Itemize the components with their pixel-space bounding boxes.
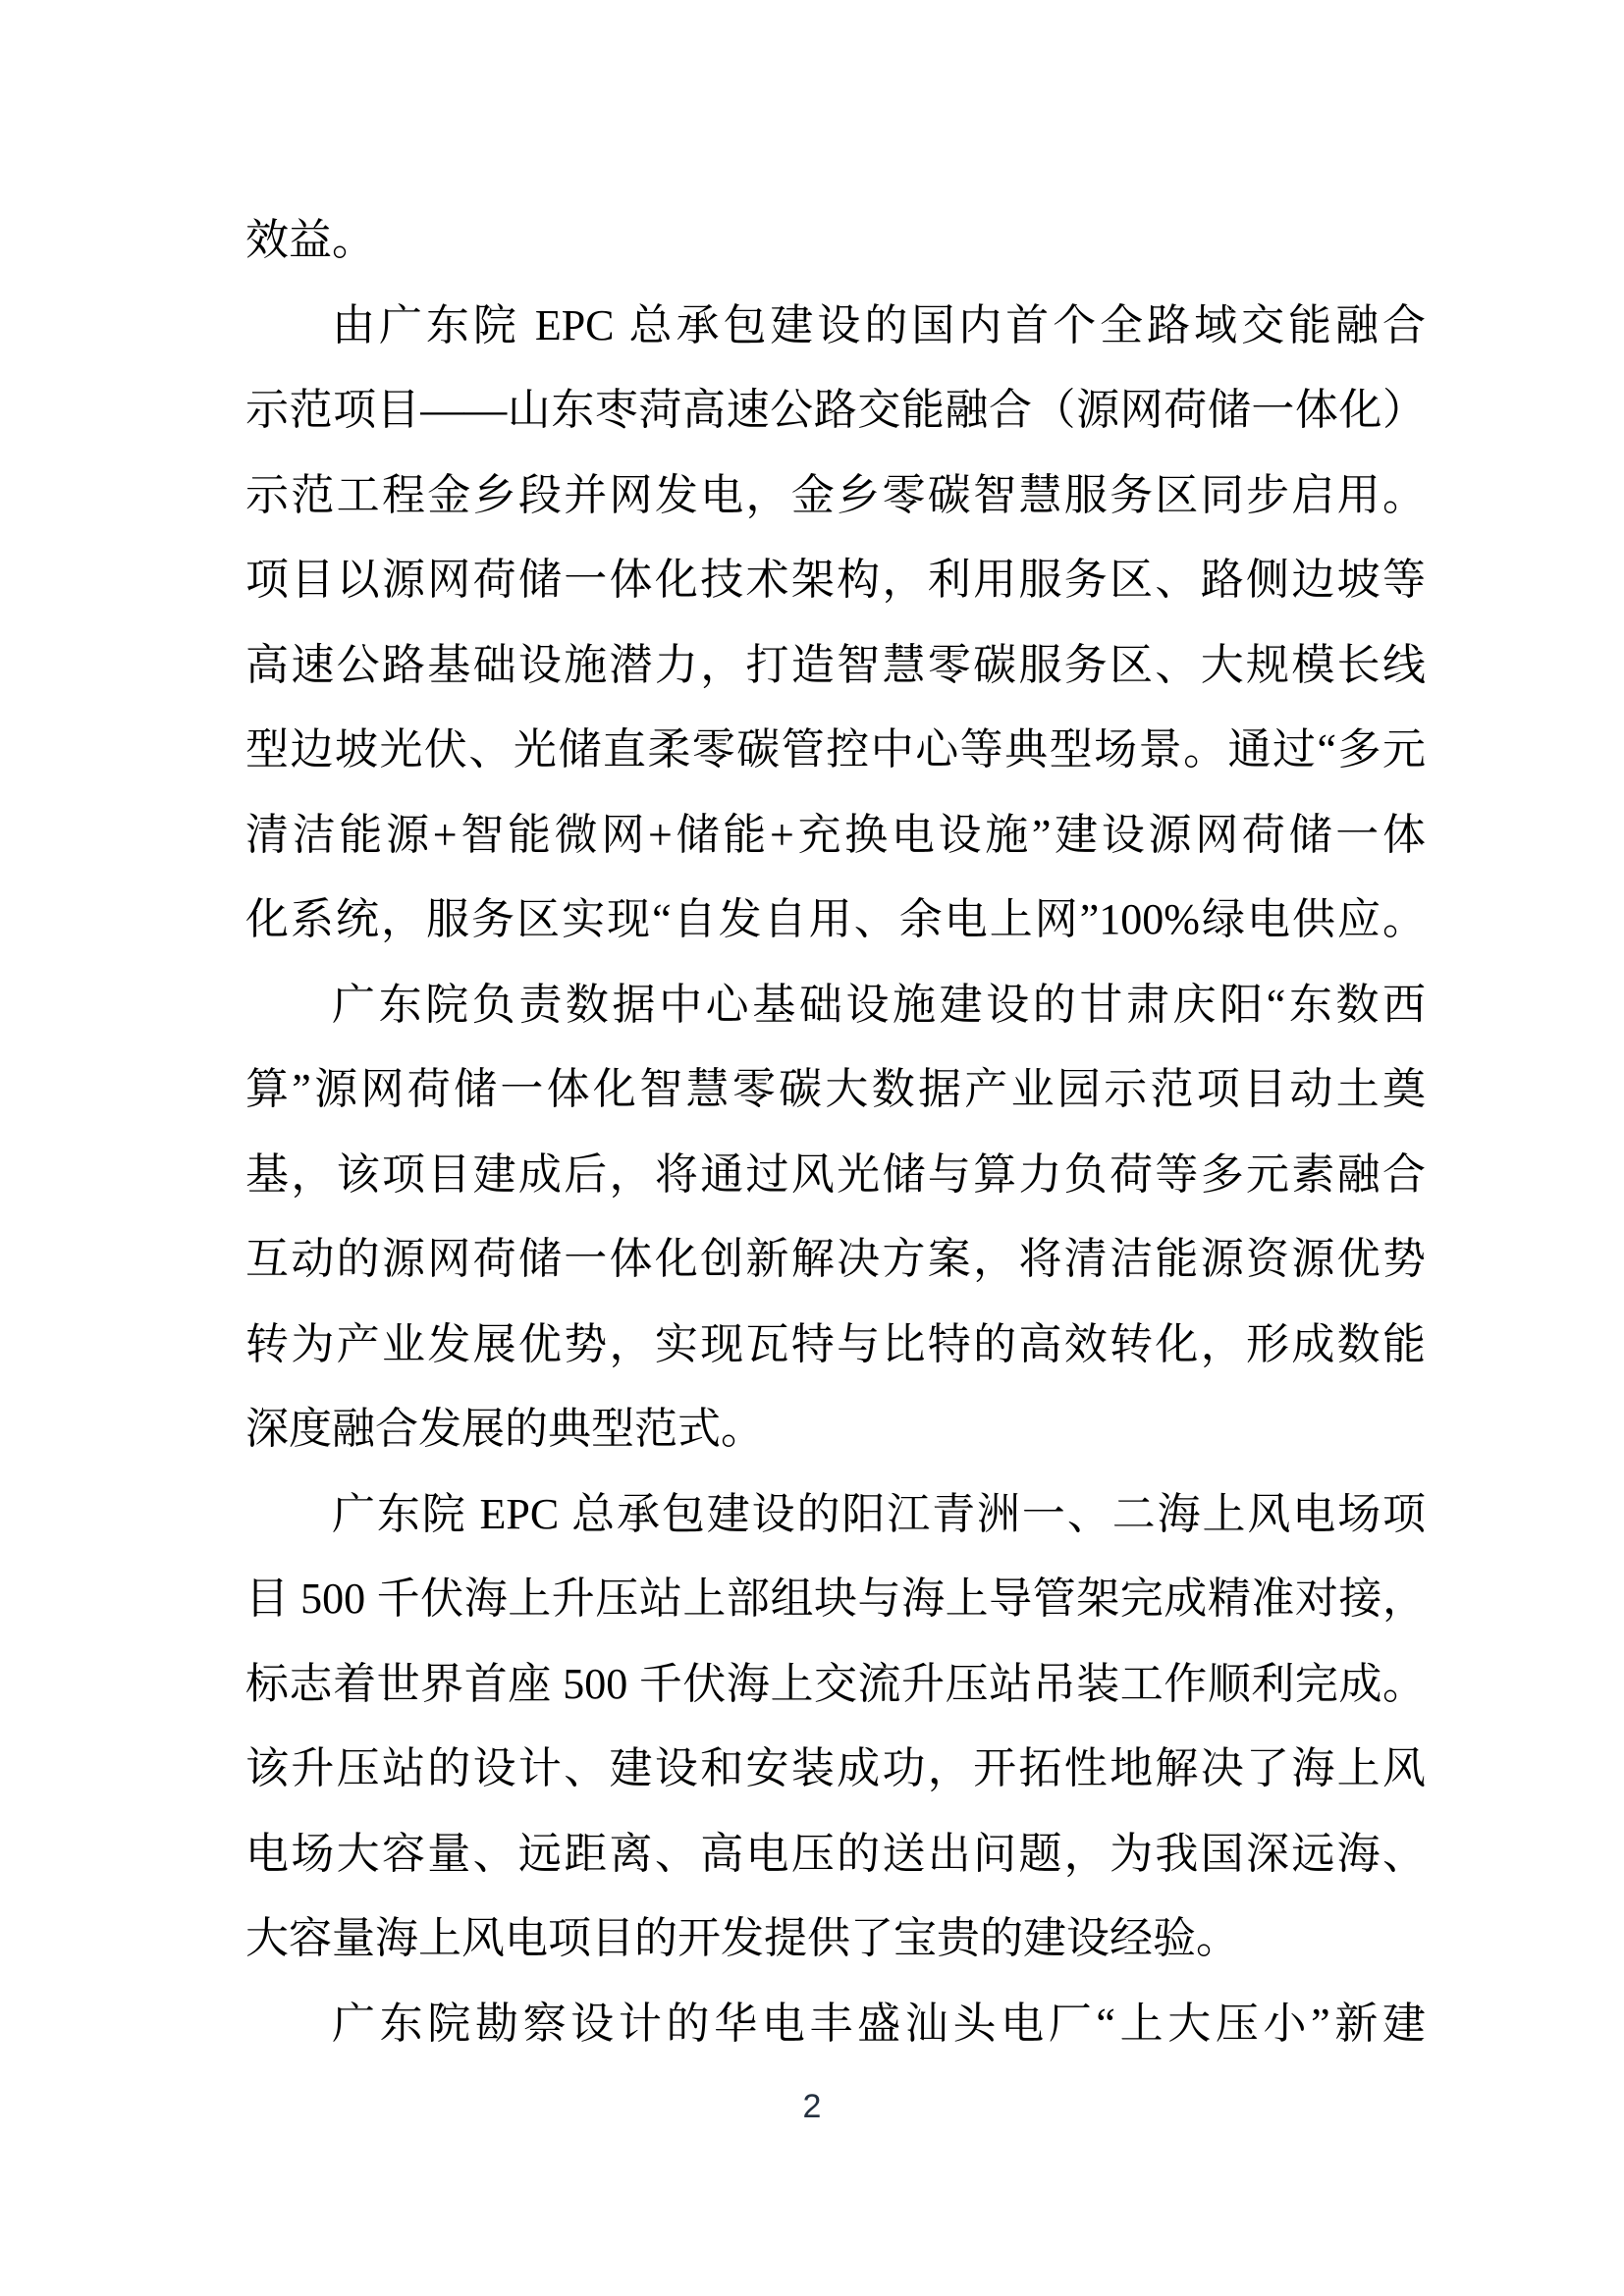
text-line: 广东院负责数据中心基础设施建设的甘肃庆阳“东数西: [332, 980, 1426, 1029]
text-line: 标志着世界首座 500 千伏海上交流升压站吊装工作顺利完成。: [245, 1659, 1426, 1708]
text-line: 电场大容量、远距离、高电压的送出问题，为我国深远海、: [245, 1829, 1426, 1878]
page-number: 2: [802, 2088, 822, 2125]
text-line: 转为产业发展优势，实现瓦特与比特的高效转化，形成数能: [245, 1319, 1426, 1368]
text-line: 化系统，服务区实现“自发自用、余电上网”100%绿电供应。: [245, 895, 1426, 943]
page-footer: [0, 2089, 1624, 2124]
text-line: 示范项目——山东枣菏高速公路交能融合（源网荷储一体化）: [245, 386, 1426, 434]
text-line: 清洁能源+智能微网+储能+充换电设施”建设源网荷储一体: [245, 810, 1426, 859]
text-line: 由广东院 EPC 总承包建设的国内首个全路域交能融合: [332, 300, 1426, 349]
document-body: [245, 198, 1426, 2066]
text-line: 互动的源网荷储一体化创新解决方案，将清洁能源资源优势: [245, 1235, 1426, 1283]
text-line: 深度融合发展的典型范式。: [245, 1405, 764, 1453]
text-line: 广东院勘察设计的华电丰盛汕头电厂“上大压小”新建: [332, 1999, 1426, 2048]
text-line: 基，该项目建成后，将通过风光储与算力负荷等多元素融合: [245, 1149, 1426, 1199]
text-line: 算”源网荷储一体化智慧零碳大数据产业园示范项目动土奠: [245, 1065, 1426, 1113]
text-line: 示范工程金乡段并网发电，金乡零碳智慧服务区同步启用。: [245, 470, 1426, 519]
text-line: 目 500 千伏海上升压站上部组块与海上导管架完成精准对接，: [245, 1575, 1426, 1623]
text-line: 型边坡光伏、光储直柔零碳管控中心等典型场景。通过“多元: [245, 725, 1426, 774]
text-line: 项目以源网荷储一体化技术架构，利用服务区、路侧边坡等: [245, 556, 1426, 604]
text-line: 广东院 EPC 总承包建设的阳江青洲一、二海上风电场项: [332, 1489, 1426, 1538]
text-line: 大容量海上风电项目的开发提供了宝贵的建设经验。: [245, 1914, 1239, 1962]
text-line: 效益。: [245, 216, 375, 264]
text-line: 该升压站的设计、建设和安装成功，开拓性地解决了海上风: [245, 1744, 1426, 1792]
text-line: 高速公路基础设施潜力，打造智慧零碳服务区、大规模长线: [245, 640, 1426, 689]
